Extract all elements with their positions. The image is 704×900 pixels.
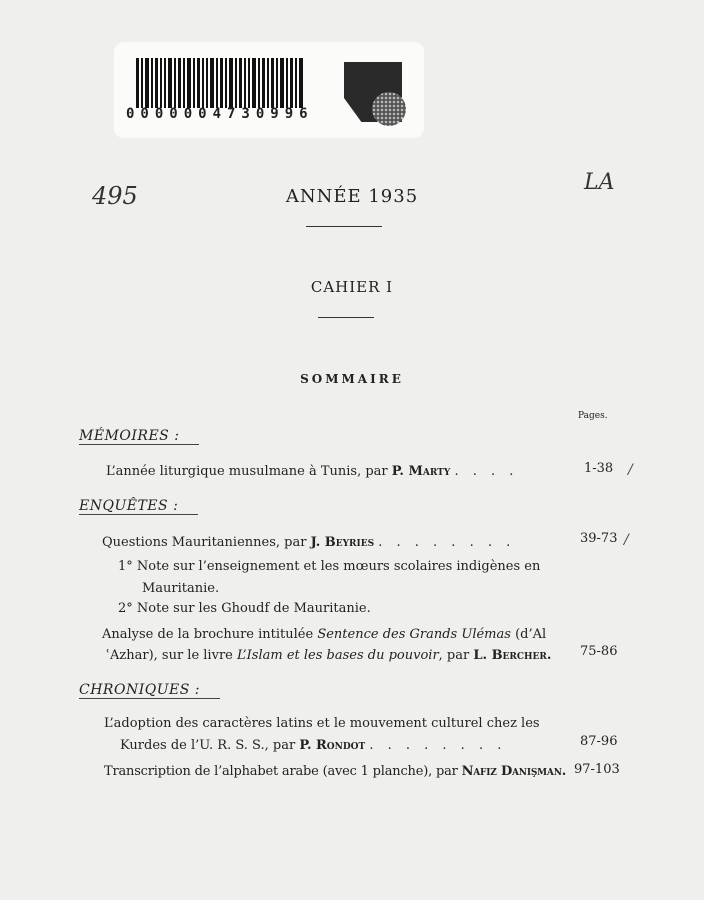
entry-text: Analyse de la brochure intitulée bbox=[102, 627, 314, 642]
toc-subentry-1-cont: Mauritanie. bbox=[142, 581, 220, 596]
entry-text: L’année liturgique musulmane à Tunis, par bbox=[106, 464, 388, 479]
entry-title-italic: Sentence des Grands Ulémas bbox=[317, 627, 511, 642]
toc-entry-4[interactable]: L’adoption des caractères latins et le mouvement culturel chez les bbox=[104, 716, 540, 731]
entry-author: J. Beyries bbox=[310, 535, 375, 550]
entry-3-pages: 75-86 bbox=[580, 644, 618, 659]
logo-dots-icon bbox=[372, 92, 406, 126]
toc-entry-5[interactable] bbox=[104, 762, 566, 782]
entry-leader: . . . . . . . . bbox=[369, 738, 507, 753]
entry-text: Questions Mauritaniennes, par bbox=[102, 535, 307, 550]
divider bbox=[306, 226, 382, 227]
year-title: ANNÉE 1935 bbox=[285, 186, 419, 207]
section-enquetes: ENQUÊTES : bbox=[79, 498, 198, 515]
entry-1-pages: 1-38 bbox=[584, 461, 614, 476]
sommaire-heading: SOMMAIRE bbox=[300, 372, 404, 386]
section-chroniques: CHRONIQUES : bbox=[79, 682, 220, 699]
entry-text: Kurdes de l’U. R. S. S., par bbox=[120, 738, 296, 753]
handwritten-mark: LA bbox=[584, 170, 615, 195]
handwritten-number: 495 bbox=[92, 182, 138, 210]
check-mark-icon: / bbox=[628, 462, 633, 478]
entry-5-pages: 97-103 bbox=[574, 762, 620, 777]
entry-author: Nafiz Danişman. bbox=[461, 764, 567, 779]
toc-entry-2[interactable] bbox=[102, 533, 515, 553]
toc-entry-3-cont bbox=[106, 646, 551, 666]
entry-author: L. Bercher. bbox=[473, 648, 552, 663]
entry-leader: . . . . bbox=[454, 464, 519, 479]
pages-column-label: Pages. bbox=[578, 411, 608, 421]
barcode-number: 0000004730996 bbox=[126, 106, 314, 122]
entry-title-italic: L’Islam et les bases du pouvoir bbox=[237, 648, 439, 663]
barcode-label bbox=[114, 42, 424, 138]
entry-leader: . . . . . . . . bbox=[378, 535, 516, 550]
toc-entry-3[interactable] bbox=[102, 625, 546, 645]
entry-text: Transcription de l’alphabet arabe (avec 1 planche), par bbox=[104, 764, 458, 779]
entry-author: P. Marty bbox=[391, 464, 451, 479]
toc-subentry-1[interactable]: 1° Note sur l’enseignement et les mœurs scolaires indigènes en bbox=[118, 559, 541, 574]
entry-2-pages: 39-73 bbox=[580, 531, 618, 546]
entry-text: ʿAzhar), sur le livre bbox=[106, 648, 233, 663]
barcode-bars bbox=[136, 58, 336, 108]
entry-author: P. Rondot bbox=[299, 738, 366, 753]
toc-entry-1[interactable] bbox=[106, 462, 518, 482]
toc-entry-4-cont bbox=[120, 736, 506, 756]
divider bbox=[318, 317, 374, 318]
toc-subentry-2[interactable]: 2° Note sur les Ghoudf de Mauritanie. bbox=[118, 601, 371, 616]
section-memoires: MÉMOIRES : bbox=[79, 428, 199, 445]
entry-text: (d’Al bbox=[515, 627, 547, 642]
entry-text: , par bbox=[438, 648, 470, 663]
entry-4-pages: 87-96 bbox=[580, 734, 618, 749]
check-mark-icon: / bbox=[624, 532, 629, 548]
cahier-title: CAHIER I bbox=[310, 278, 394, 296]
